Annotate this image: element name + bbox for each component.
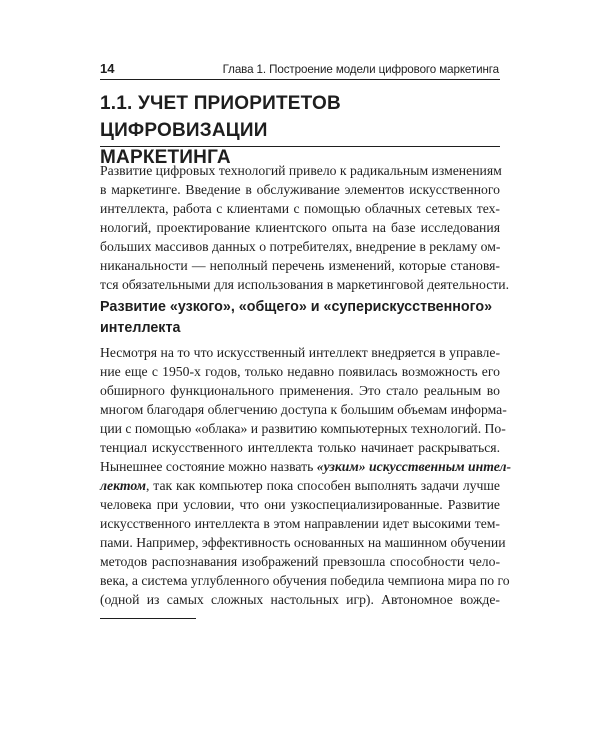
body-line: обширного функционального применения. Это стало реальным во xyxy=(100,383,500,398)
body-line xyxy=(100,476,500,495)
intro-line: никанальности — неполный перечень изменений, которые становя- xyxy=(100,258,500,273)
subsection-heading-line-2: интеллекта xyxy=(100,320,181,336)
body-line: тенциал искусственного интеллекта только начинает раскрываться. xyxy=(100,440,500,455)
intro-line: нологий, проектирование клиентского опыта на базе исследования xyxy=(100,220,500,235)
page-header xyxy=(100,61,499,76)
body-line: искусственного интеллекта в этом направлении идет высокими тем- xyxy=(100,516,500,531)
body-line: века, а система углубленного обучения победила чемпиона мира по го xyxy=(100,573,510,588)
intro-line: Развитие цифровых технологий привело к радикальным изменениям xyxy=(100,163,502,178)
section-title xyxy=(100,90,500,171)
intro-line: больших массивов данных о потребителях, внедрение в рекламу ом- xyxy=(100,239,501,254)
body-line: ние еще с 1950-х годов, только недавно появилась возможность его xyxy=(100,364,500,379)
body-line: человека при условии, что они узкоспециализированные. Развитие xyxy=(100,497,500,512)
emphasis-narrow-ai-end: лектом xyxy=(100,478,147,493)
body-text: , так как компьютер пока способен выполнять задачи лучше xyxy=(146,478,500,493)
body-line: пами. Например, эффективность основанных на машинном обучении xyxy=(100,535,506,550)
body-text: Нынешнее состояние можно назвать xyxy=(100,459,317,474)
header-rule xyxy=(100,79,500,80)
intro-line: интеллекта, работа с клиентами с помощью облачных сетевых тех- xyxy=(100,201,500,216)
body-line: многом благодаря облегчению доступа к большим объемам информа- xyxy=(100,402,507,417)
page-number: 14 xyxy=(100,61,115,76)
section-title-line-2: МАРКЕТИНГА xyxy=(100,147,231,168)
title-rule xyxy=(100,146,500,147)
intro-line: в маркетинге. Введение в обслуживание элементов искусственного xyxy=(100,182,500,197)
section-title-line-1: 1.1. УЧЕТ ПРИОРИТЕТОВ ЦИФРОВИЗАЦИИ xyxy=(100,93,341,141)
body-line: методов распознавания изображений превзошла способности чело- xyxy=(100,554,500,569)
running-title: Глава 1. Построение модели цифрового маркетинга xyxy=(222,63,499,76)
subsection-heading-line-1: Развитие «узкого», «общего» и «суперискусственного» xyxy=(100,299,493,315)
body-line: ции с помощью «облака» и развитию компьютерных технологий. По- xyxy=(100,421,506,436)
intro-line: тся обязательными для использования в маркетинговой деятельности. xyxy=(100,277,509,292)
footnote-rule xyxy=(100,618,196,619)
body-line xyxy=(100,457,512,476)
body-line: Несмотря на то что искусственный интеллект внедряется в управле- xyxy=(100,345,500,360)
emphasis-narrow-ai: «узким» искусственным интел- xyxy=(316,459,512,474)
body-line: (одной из самых сложных настольных игр). Автономное вожде- xyxy=(100,592,500,607)
